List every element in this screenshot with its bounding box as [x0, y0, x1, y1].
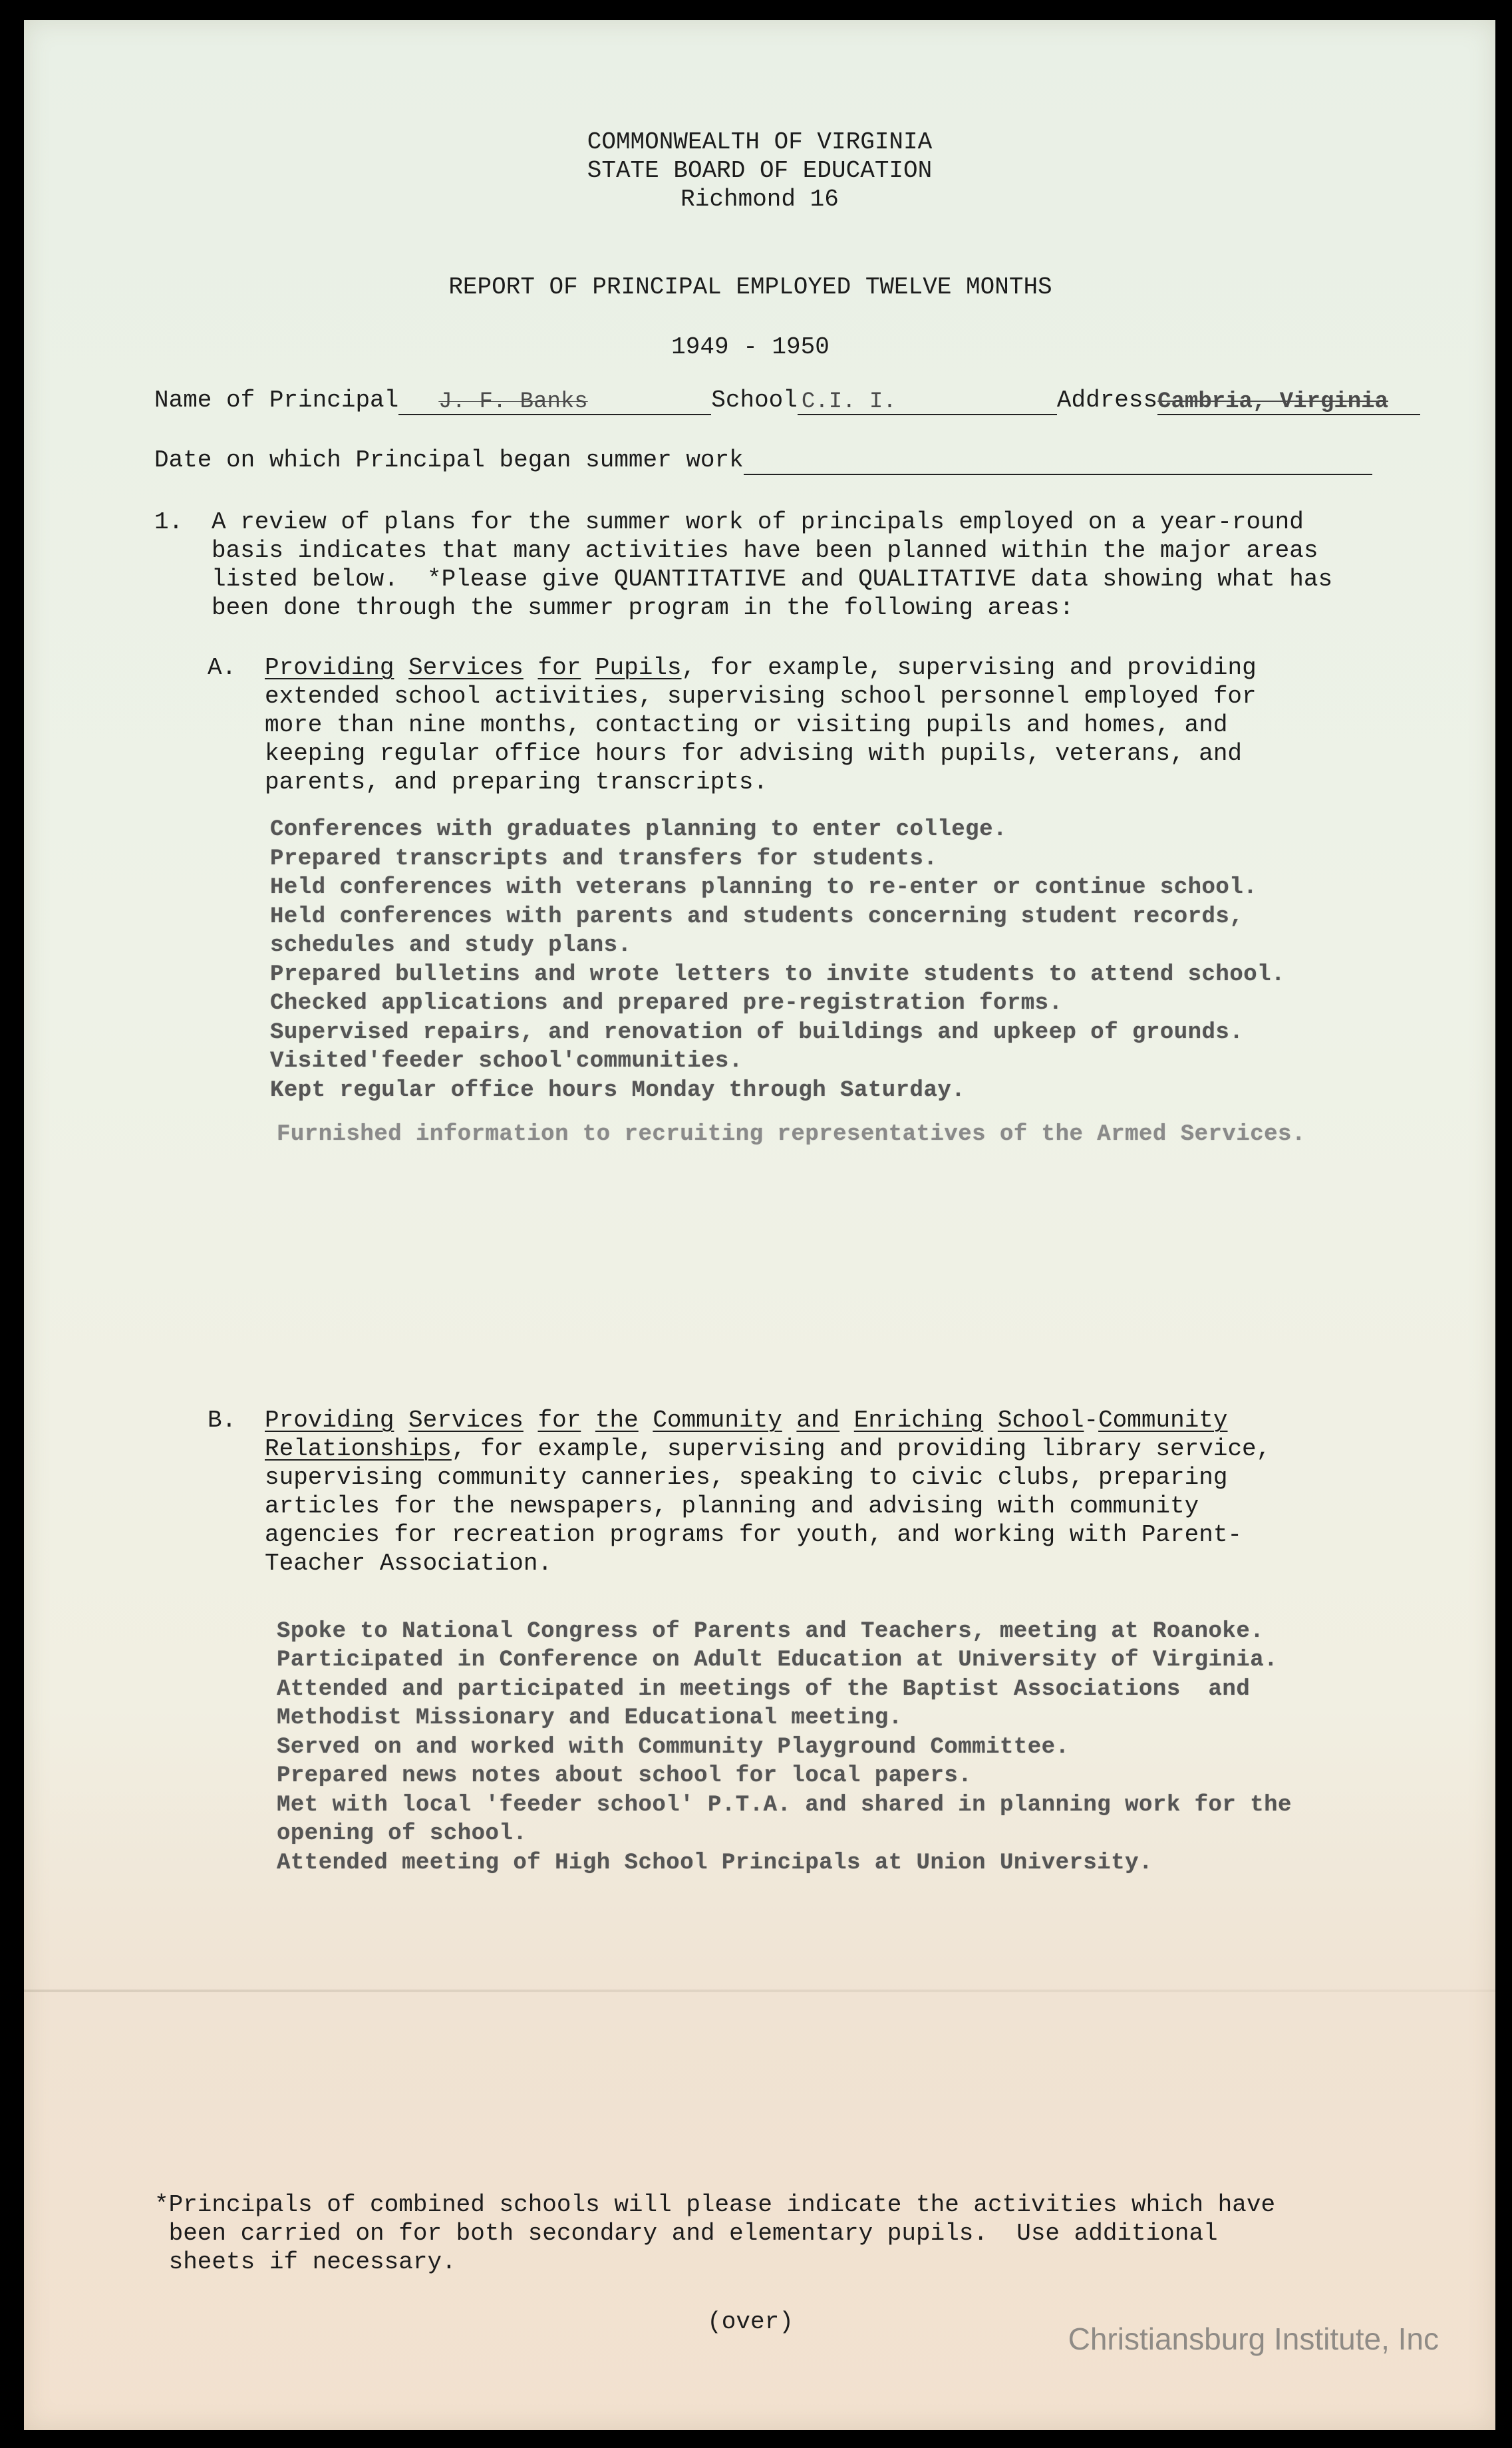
heading-rest: , for example, supervising and providing: [681, 654, 1257, 681]
report-title: REPORT OF PRINCIPAL EMPLOYED TWELVE MONTHS: [448, 273, 1052, 301]
paper-fold: [24, 1990, 1495, 1992]
entry-b-1: Spoke to National Congress of Parents and Teachers, meeting at Roanoke.: [277, 1619, 1265, 1644]
entry-b-7: Met with local 'feeder school' P.T.A. and shared in planning work for the: [277, 1793, 1292, 1818]
section-b-line-4: articles for the newspapers, planning and advising with community: [265, 1492, 1199, 1520]
section-b-letter: B.: [208, 1407, 237, 1434]
principal-row: [154, 386, 1420, 415]
heading-word: Services: [408, 654, 524, 681]
section-1-line-3: listed below. *Please give QUANTITATIVE and QUALITATIVE data showing what has: [212, 566, 1333, 593]
school-label: School: [711, 387, 798, 414]
entry-a-5: schedules and study plans.: [270, 933, 632, 958]
school-field: [798, 387, 1057, 415]
section-b-line-3: supervising community canneries, speaking to civic clubs, preparing: [265, 1464, 1228, 1491]
principal-field: [398, 387, 711, 415]
entry-b-5: Served on and worked with Community Playground Committee.: [277, 1735, 1070, 1760]
report-year: 1949 - 1950: [671, 333, 830, 361]
heading-word: for: [537, 654, 581, 681]
over-note: (over): [707, 2308, 794, 2336]
entry-b-8: opening of school.: [277, 1821, 528, 1846]
entry-a-4: Held conferences with parents and students concerning student records,: [270, 904, 1244, 930]
header-line-3: Richmond 16: [680, 186, 839, 213]
heading-word: for: [537, 1407, 581, 1434]
entry-a-6: Prepared bulletins and wrote letters to invite students to attend school.: [270, 962, 1285, 987]
entry-a-3: Held conferences with veterans planning to re-enter or continue school.: [270, 875, 1258, 900]
heading-word: Enriching: [853, 1407, 984, 1434]
section-1-line-2: basis indicates that many activities have been planned within the major areas: [212, 537, 1318, 564]
address-field: [1157, 387, 1420, 415]
section-b-line-5: agencies for recreation programs for youth, and working with Parent-: [265, 1521, 1243, 1548]
section-a-line-5: parents, and preparing transcripts.: [265, 769, 768, 796]
header-line-1: COMMONWEALTH OF VIRGINIA: [587, 128, 933, 156]
heading-word: Services: [408, 1407, 524, 1434]
date-field: [744, 447, 1372, 475]
school-value: C.I. I.: [801, 389, 897, 415]
principal-label: Name of Principal: [154, 387, 399, 414]
document-page: [24, 20, 1495, 2430]
entry-a-1: Conferences with graduates planning to enter college.: [270, 817, 1007, 842]
entry-b-3: Attended and participated in meetings of the Baptist Associations and: [277, 1677, 1251, 1702]
entry-a-10: Kept regular office hours Monday through Saturday.: [270, 1078, 966, 1103]
section-1-line-1: A review of plans for the summer work of principals employed on a year-round: [212, 508, 1304, 536]
heading-word: and: [796, 1407, 840, 1434]
section-a-line-2: extended school activities, supervising school personnel employed for: [265, 683, 1257, 710]
section-a-line-3: more than nine months, contacting or visiting pupils and homes, and: [265, 711, 1228, 739]
principal-value: J. F. Banks: [438, 389, 588, 415]
section-b-line-2: [265, 1435, 1271, 1464]
heading-word: Community: [653, 1407, 782, 1434]
entry-a-8: Supervised repairs, and renovation of buildings and upkeep of grounds.: [270, 1020, 1244, 1045]
heading-word: the: [595, 1407, 639, 1434]
entry-a-extra: Furnished information to recruiting representatives of the Armed Services.: [277, 1122, 1306, 1147]
date-row: [154, 446, 1372, 475]
heading-word: Relationships: [265, 1435, 452, 1463]
entry-b-2: Participated in Conference on Adult Education at University of Virginia.: [277, 1648, 1279, 1673]
section-a-heading: [265, 653, 1257, 683]
section-1-number: 1.: [154, 508, 184, 536]
heading-rest: , for example, supervising and providing library service,: [451, 1435, 1271, 1463]
footnote-line-2: been carried on for both secondary and elementary pupils. Use additional: [154, 2220, 1218, 2247]
heading-word: Pupils: [595, 654, 682, 681]
address-label: Address: [1056, 387, 1158, 414]
heading-word: Providing: [265, 654, 394, 681]
watermark-text: Christiansburg Institute, Inc: [1068, 2322, 1439, 2356]
heading-word: Community: [1098, 1407, 1228, 1434]
footnote-line-1: *Principals of combined schools will please indicate the activities which have: [154, 2191, 1276, 2218]
heading-word: School: [997, 1407, 1084, 1434]
footnote-line-3: sheets if necessary.: [154, 2248, 456, 2276]
entry-a-9: Visited'feeder school'communities.: [270, 1049, 743, 1074]
date-label: Date on which Principal began summer work: [154, 446, 744, 474]
section-a-line-4: keeping regular office hours for advising with pupils, veterans, and: [265, 740, 1243, 767]
entry-b-6: Prepared news notes about school for local papers.: [277, 1763, 973, 1789]
heading-word: Providing: [265, 1407, 394, 1434]
entry-a-7: Checked applications and prepared pre-registration forms.: [270, 991, 1063, 1016]
header-line-2: STATE BOARD OF EDUCATION: [587, 157, 933, 184]
entry-b-9: Attended meeting of High School Principals at Union University.: [277, 1850, 1153, 1876]
entry-a-2: Prepared transcripts and transfers for students.: [270, 846, 938, 872]
section-b-line-6: Teacher Association.: [265, 1550, 553, 1577]
section-b-heading: Providing Services for the Community and Enriching School-Community: [265, 1407, 1228, 1434]
section-a-letter: A.: [208, 654, 237, 681]
address-value: Cambria, Virginia: [1157, 389, 1388, 415]
section-1-line-4: been done through the summer program in the following areas:: [212, 594, 1074, 621]
entry-b-4: Methodist Missionary and Educational meeting.: [277, 1705, 903, 1731]
